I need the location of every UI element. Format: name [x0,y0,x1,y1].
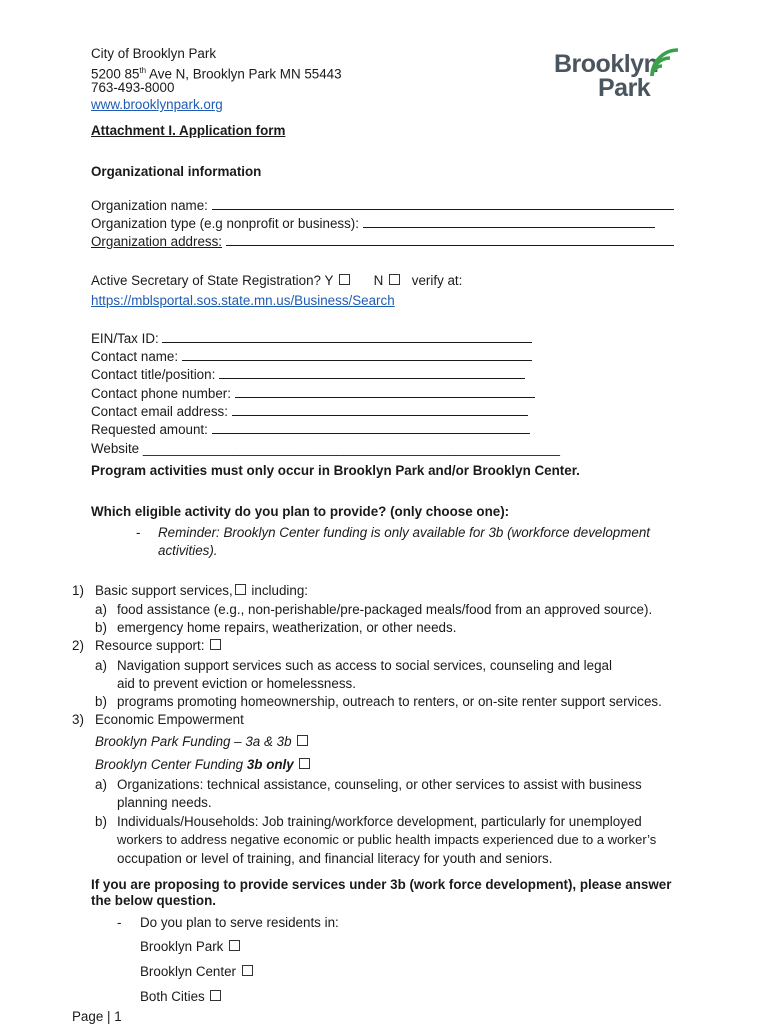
ein-row [91,330,532,348]
page-footer: Page | 1 [72,1009,122,1024]
header-website-link[interactable]: www.brooklynpark.org [91,97,223,112]
sos-no-checkbox[interactable] [389,274,400,285]
item2a-letter: a) [95,658,107,673]
wifi-arcs-icon [648,44,682,80]
item2a-line1: Navigation support services such as access to social services, counseling and legal [117,658,612,673]
opt-brooklyn-park-label: Brooklyn Park [140,939,224,954]
ein-field[interactable] [162,330,532,343]
list-num-1: 1) [72,583,84,598]
opt-brooklyn-center-checkbox[interactable] [242,965,253,976]
opt-brooklyn-center-row [140,963,255,981]
program-note: Program activities must only occur in Brooklyn Park and/or Brooklyn Center. [91,463,580,478]
item1b-letter: b) [95,620,107,635]
contact-phone-row [91,385,535,403]
reminder-line2: activities). [158,543,218,558]
header-phone: 763-493-8000 [91,80,175,95]
org-type-row [91,215,655,233]
opt-brooklyn-park-row [140,938,242,956]
form-title: Attachment I. Application form [91,123,286,138]
org-type-label: Organization type (e.g nonprofit or business): [91,216,359,231]
opt-both-cities-checkbox[interactable] [210,990,221,1001]
contact-email-row [91,403,528,421]
org-address-row [91,233,674,251]
logo-word-brooklyn: Brooklyn [554,50,659,78]
item3b-line2: workers to address negative economic or public health impacts experienced due to a worker’s [117,832,657,847]
opt-both-cities-label: Both Cities [140,989,205,1004]
item1-label: Basic support services, [95,583,233,598]
workforce-dash: - [117,915,122,930]
ein-label: EIN/Tax ID: [91,331,159,346]
opt-both-cities-row [140,988,223,1006]
brooklyn-park-logo [554,44,684,102]
opt-brooklyn-center-label: Brooklyn Center [140,964,237,979]
item2a-line2: aid to prevent eviction or homelessness. [117,676,356,691]
header-address: 5200 85th Ave N, Brooklyn Park MN 55443 [91,66,342,82]
item3b-letter: b) [95,814,107,829]
bc-funding-bold: 3b only [246,757,294,772]
item1b-text: emergency home repairs, weatherization, or other needs. [117,620,457,635]
requested-label: Requested amount: [91,422,208,437]
item3-label: Economic Empowerment [95,712,244,727]
sos-yes-checkbox[interactable] [339,274,350,285]
contact-phone-field[interactable] [235,385,535,398]
item3a-letter: a) [95,777,107,792]
contact-title-row [91,366,525,384]
list-num-2: 2) [72,638,84,653]
contact-email-label: Contact email address: [91,404,228,419]
requested-row [91,421,530,439]
org-address-label: Organization address: [91,234,223,249]
item3b-line1: Individuals/Households: Job training/workforce development, particularly for unemployed [117,814,642,829]
reminder-line1: Reminder: Brooklyn Center funding is only available for 3b (workforce development [158,525,650,540]
bc-funding-label: Brooklyn Center Funding [95,757,247,772]
logo-word-park: Park [598,74,651,102]
sos-no-label: N [373,273,384,288]
sos-row [91,272,462,290]
item1-checkbox[interactable] [235,584,246,595]
item2b-letter: b) [95,694,107,709]
item2b-text: programs promoting homeownership, outreach to renters, or on-site renter support services. [117,694,662,709]
contact-name-field[interactable] [182,348,532,361]
workforce-q-line2: the below question. [91,893,216,908]
item2-checkbox[interactable] [210,639,221,650]
sos-question: Active Secretary of State Registration? Y [91,273,334,288]
requested-field[interactable] [212,421,530,434]
item1-row [95,582,308,600]
opt-brooklyn-park-checkbox[interactable] [229,940,240,951]
website-field[interactable]: Website ________________________________________________________ [91,441,560,456]
item3a-line2: planning needs. [117,795,212,810]
org-address-field[interactable] [226,233,674,246]
bc-funding-row [95,756,312,774]
contact-title-label: Contact title/position: [91,367,216,382]
item1a-text: food assistance (e.g., non-perishable/pre-packaged meals/food from an approved source). [117,602,653,617]
bc-funding-checkbox[interactable] [299,758,310,769]
item3a-line1: Organizations: technical assistance, counseling, or other services to assist with business [117,777,642,792]
org-name-label: Organization name: [91,198,208,213]
reminder-dash: - [136,525,141,540]
item3b-line3: occupation or level of training, and financial literacy for youth and seniors. [117,851,553,866]
workforce-serve: Do you plan to serve residents in: [140,915,339,930]
contact-email-field[interactable] [232,403,528,416]
header-org: City of Brooklyn Park [91,46,217,61]
item1-suffix: including: [247,583,308,598]
bp-funding-checkbox[interactable] [297,735,308,746]
list-num-3: 3) [72,712,84,727]
contact-title-field[interactable] [219,366,525,379]
activity-question: Which eligible activity do you plan to provide? (only choose one): [91,504,510,519]
org-name-row [91,197,674,215]
contact-name-row [91,348,532,366]
item1a-letter: a) [95,602,107,617]
bp-funding-row [95,733,310,751]
workforce-q-line1: If you are proposing to provide services under 3b (work force development), please answer [91,877,672,892]
org-type-field[interactable] [363,215,655,228]
org-name-field[interactable] [212,197,674,210]
sos-verify: verify at: [411,273,463,288]
sos-url-link[interactable]: https://mblsportal.sos.state.mn.us/Business/Search [91,293,395,308]
contact-name-label: Contact name: [91,349,179,364]
bp-funding-label: Brooklyn Park Funding – 3a & 3b [95,734,292,749]
item2-label: Resource support: [95,638,205,653]
item2-row [95,637,223,655]
contact-phone-label: Contact phone number: [91,386,231,401]
org-info-heading: Organizational information [91,164,262,179]
